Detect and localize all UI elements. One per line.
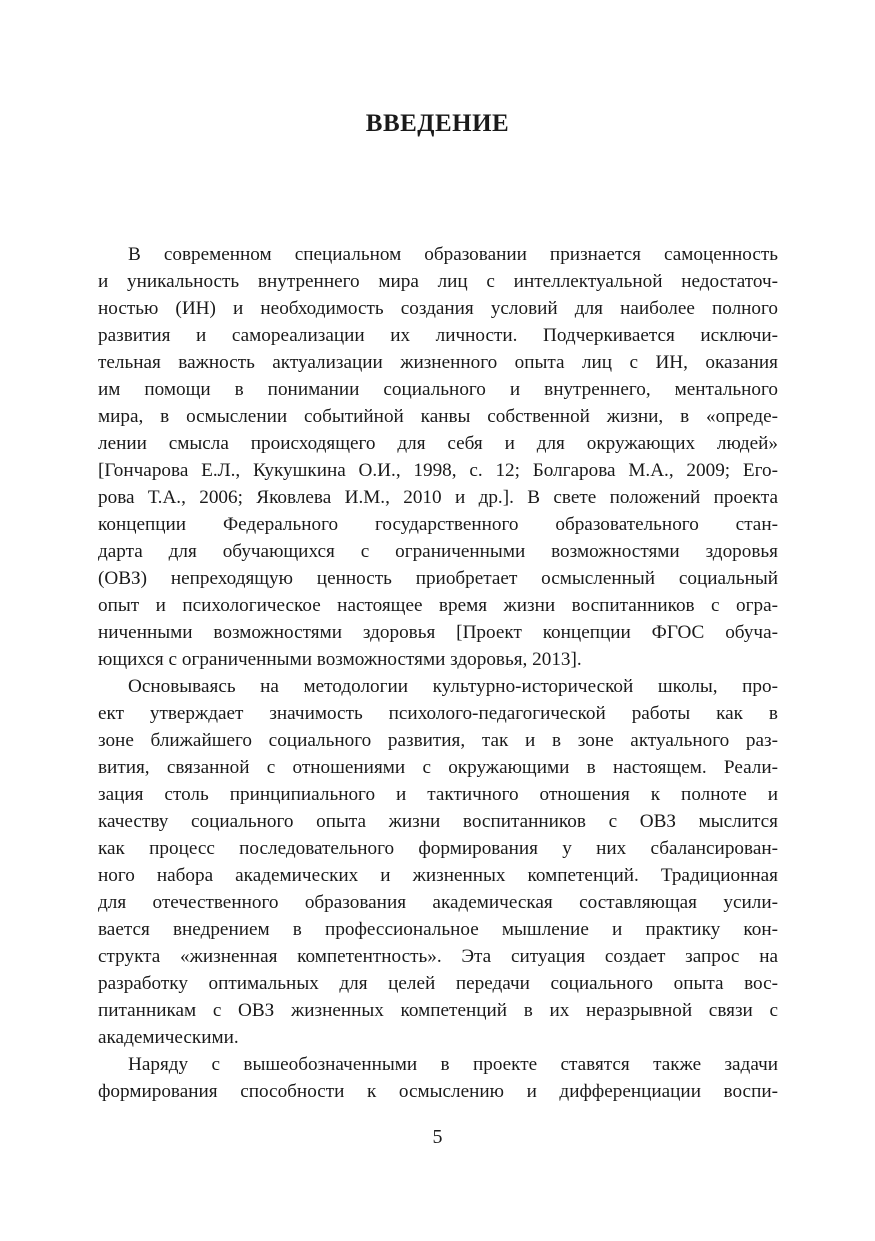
text-line: разработку оптимальных для целей передачи социального опыта вос-	[98, 973, 778, 994]
text-line: Основываясь на методологии культурно-исторической школы, про-	[128, 676, 778, 697]
text-line: лении смысла происходящего для себя и для окружающих людей»	[98, 433, 778, 454]
text-line: ного набора академических и жизненных компетенций. Традиционная	[98, 865, 778, 886]
text-line: ект утверждает значимость психолого-педагогической работы как в	[98, 703, 778, 724]
text-line: дарта для обучающихся с ограниченными возможностями здоровья	[98, 541, 778, 562]
text-line: качеству социального опыта жизни воспитанников с ОВЗ мыслится	[98, 811, 778, 832]
text-line: Наряду с вышеобозначенными в проекте ставятся также задачи	[128, 1054, 778, 1075]
text-line: структа «жизненная компетентность». Эта ситуация создает запрос на	[98, 946, 778, 967]
text-line: для отечественного образования академическая составляющая усили-	[98, 892, 778, 913]
text-line: вается внедрением в профессиональное мышление и практику кон-	[98, 919, 778, 940]
text-line: концепции Федерального государственного образовательного стан-	[98, 514, 778, 535]
chapter-heading: ВВЕДЕНИЕ	[365, 110, 510, 137]
text-line: ниченными возможностями здоровья [Проект концепции ФГОС обуча-	[98, 622, 778, 643]
text-line: ностью (ИН) и необходимость создания условий для наиболее полного	[98, 298, 778, 319]
body-text	[98, 241, 778, 1105]
text-line: рова Т.А., 2006; Яковлева И.М., 2010 и др.]. В свете положений проекта	[98, 487, 778, 508]
text-line: тельная важность актуализации жизненного опыта лиц с ИН, оказания	[98, 352, 778, 373]
text-line: В современном специальном образовании признается самоценность	[128, 244, 778, 265]
text-line: и уникальность внутреннего мира лиц с интеллектуальной недостаточ-	[98, 271, 778, 292]
text-line: академическими.	[98, 1027, 239, 1048]
text-line: формирования способности к осмыслению и дифференциации воспи-	[98, 1081, 778, 1102]
text-line: [Гончарова Е.Л., Кукушкина О.И., 1998, с. 12; Болгарова М.А., 2009; Его-	[98, 460, 778, 481]
text-line: развития и самореализации их личности. Подчеркивается исключи-	[98, 325, 778, 346]
text-line: мира, в осмыслении событийной канвы собственной жизни, в «опреде-	[98, 406, 778, 427]
page-number: 5	[432, 1126, 443, 1148]
text-line: зоне ближайшего социального развития, так и в зоне актуального раз-	[98, 730, 778, 751]
text-line: ющихся с ограниченными возможностями здоровья, 2013].	[98, 649, 582, 670]
text-line: питанникам с ОВЗ жизненных компетенций в их неразрывной связи с	[98, 1000, 778, 1021]
text-line: зация столь принципиального и тактичного отношения к полноте и	[98, 784, 778, 805]
text-line: как процесс последовательного формирования у них сбалансирован-	[98, 838, 778, 859]
text-line: опыт и психологическое настоящее время жизни воспитанников с огра-	[98, 595, 778, 616]
text-line: им помощи в понимании социального и внутреннего, ментального	[98, 379, 778, 400]
text-line: вития, связанной с отношениями с окружающими в настоящем. Реали-	[98, 757, 778, 778]
text-line: (ОВЗ) непреходящую ценность приобретает осмысленный социальный	[98, 568, 778, 589]
